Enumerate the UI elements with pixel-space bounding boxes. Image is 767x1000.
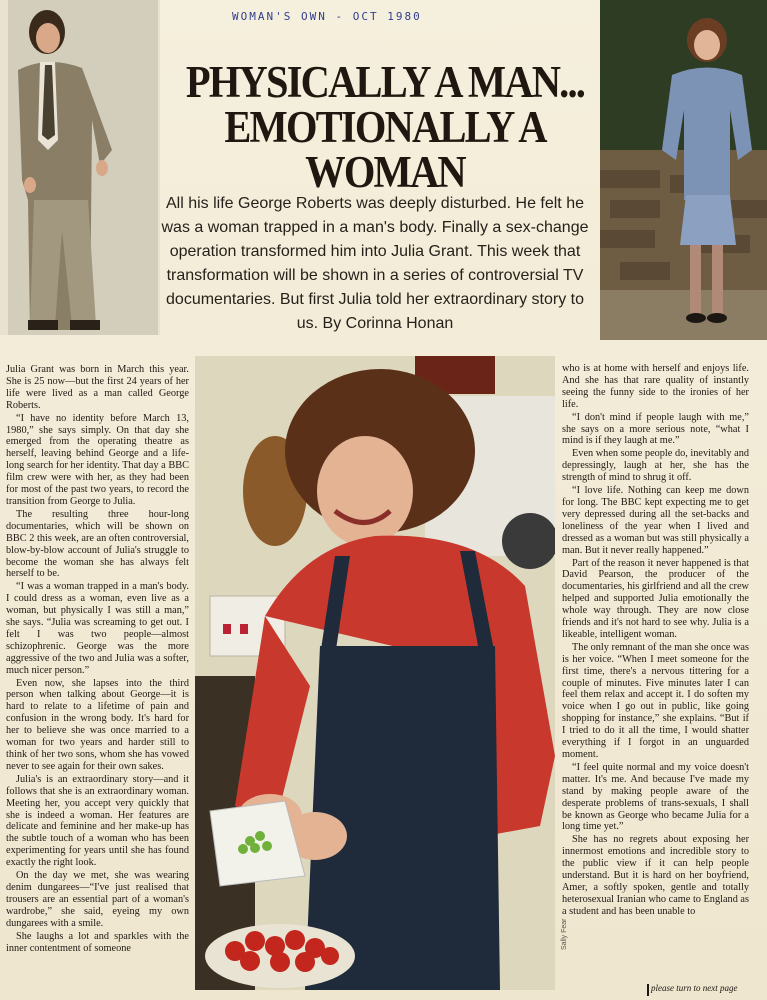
right-paragraph-7: “I feel quite normal and my voice doesn't matter. It's me. And because I've made my stand by making people aware of the desperate problems of trans-sexuals, I shall be known as George who became Julia for a long time yet.” bbox=[562, 761, 749, 833]
turn-divider bbox=[647, 984, 649, 996]
right-paragraph-5: Part of the reason it never happened is that David Pearson, the producer of the documentaries, his girlfriend and all the crew helped and supported Julia emotionally the whole way through. They are now close friends and it's not hard to see why. Julia is a likeable, intelligent woman. bbox=[562, 557, 749, 640]
photo-credit: Sally Fear bbox=[561, 918, 568, 950]
article-column-left bbox=[6, 364, 189, 955]
photo-george-in-suit bbox=[0, 0, 160, 335]
left-paragraph-8: She laughs a lot and sparkles with the inner contentment of someone bbox=[6, 930, 189, 954]
photo-julia-cooking bbox=[195, 356, 555, 990]
article-headline bbox=[160, 57, 610, 197]
continued-on-next-page[interactable]: please turn to next page bbox=[651, 983, 738, 993]
left-paragraph-6: Julia's is an extraordinary story—and it follows that she is an extraordinary woman. Meeting her, you accept very quickly that she is indeed a woman. Her features are delicate and feminine and her make-up has the subtle touch of a woman who has been experimenting for years until she has found exactly the right look. bbox=[6, 773, 189, 869]
left-paragraph-4: “I was a woman trapped in a man's body. I could dress as a woman, even live as a woman, but physically I was still a man,” she says. “Julia was screaming to get out. I felt I was two people—almost schizophrenic. George was the more aggressive of the two and Julia was a softer, much nicer person.” bbox=[6, 581, 189, 676]
right-paragraph-3: Even when some people do, inevitably and depressingly, laugh at her, she has the strength of mind to shrug it off. bbox=[562, 448, 750, 484]
left-paragraph-1: Julia Grant was born in March this year. She is 25 now—but the first 24 years of her life were lived as a man called George Roberts. bbox=[6, 364, 189, 411]
article-column-right bbox=[562, 363, 749, 919]
article-standfirst: All his life George Roberts was deeply disturbed. He felt he was a woman trapped in a man's body. Finally a sex-change operation transformed him into Julia Grant. This week that transformation will be shown in a series of controversial TV documentaries. But first Julia told her extraordinary story to us. By Corinna Honan bbox=[161, 195, 589, 332]
headline-line-1: PHYSICALLY A MAN... bbox=[185, 57, 585, 107]
right-paragraph-2: “I don't mind if people laugh with me,” she says on a more serious note, “what I mind is if they laugh at me.” bbox=[562, 411, 749, 447]
photo-julia-in-suit bbox=[600, 0, 767, 340]
headline-line-2: EMOTIONALLY A WOMAN bbox=[224, 102, 546, 197]
right-paragraph-4: “I love life. Nothing can keep me down for long. The BBC kept expecting me to get very depressed during all the set-backs and loneliness of the year when I lived and dressed as a woman but was still physically a man. But it never really happened.” bbox=[562, 485, 749, 556]
right-paragraph-1: who is at home with herself and enjoys life. And she has that rare quality of instantly seeing the funny side to the ironies of her life. bbox=[562, 363, 749, 410]
right-paragraph-6: The only remnant of the man she once was is her voice. “When I meet someone for the first time, there's a nervous tittering for a couple of minutes. Five minutes later I can feel them relax and accept it. I do soften my voice when I go out in public, like going shopping for instance,” she explains. “But if I tried to do it all the time, I would shatter everything if I forgot in an unguarded moment. bbox=[562, 641, 749, 760]
right-paragraph-8: She has no regrets about exposing her innermost emotions and incredible story to the public view if it can help people understand. But it is hard on her boyfriend, Amer, a softly spoken, gentle and totally heterosexual Iranian who came to England as a student and has been unable to bbox=[562, 834, 749, 917]
left-paragraph-5: Even now, she lapses into the third person when talking about George—it is hard to relate to a lifetime of pain and confusion in the wrong body. It's hard for her to believe she was once married to a woman for two years and harder still to think of her two sons, whom she has vowed never to see again for their own sakes. bbox=[6, 677, 189, 772]
handwritten-date-note: WOMAN'S OWN - OCT 1980 bbox=[232, 10, 422, 23]
left-paragraph-3: The resulting three hour-long documentaries, which will be shown on BBC 2 this week, are an often controversial, blow-by-blow account of Julia's struggle to become the woman she has always felt herself to be. bbox=[6, 508, 189, 580]
left-paragraph-7: On the day we met, she was wearing denim dungarees—“I've just realised that trousers are an essential part of a woman's wardrobe,” she said, eyeing my own dungarees with a smile. bbox=[6, 870, 189, 929]
left-paragraph-2: “I have no identity before March 13, 1980,” she says simply. On that day she emerged from the operating theatre as herself, leaving behind George and a life-long search for her identity. That day a BBC film crew were with her, as they had been for most of the past two years, to record the transition from George to Julia. bbox=[6, 412, 189, 507]
